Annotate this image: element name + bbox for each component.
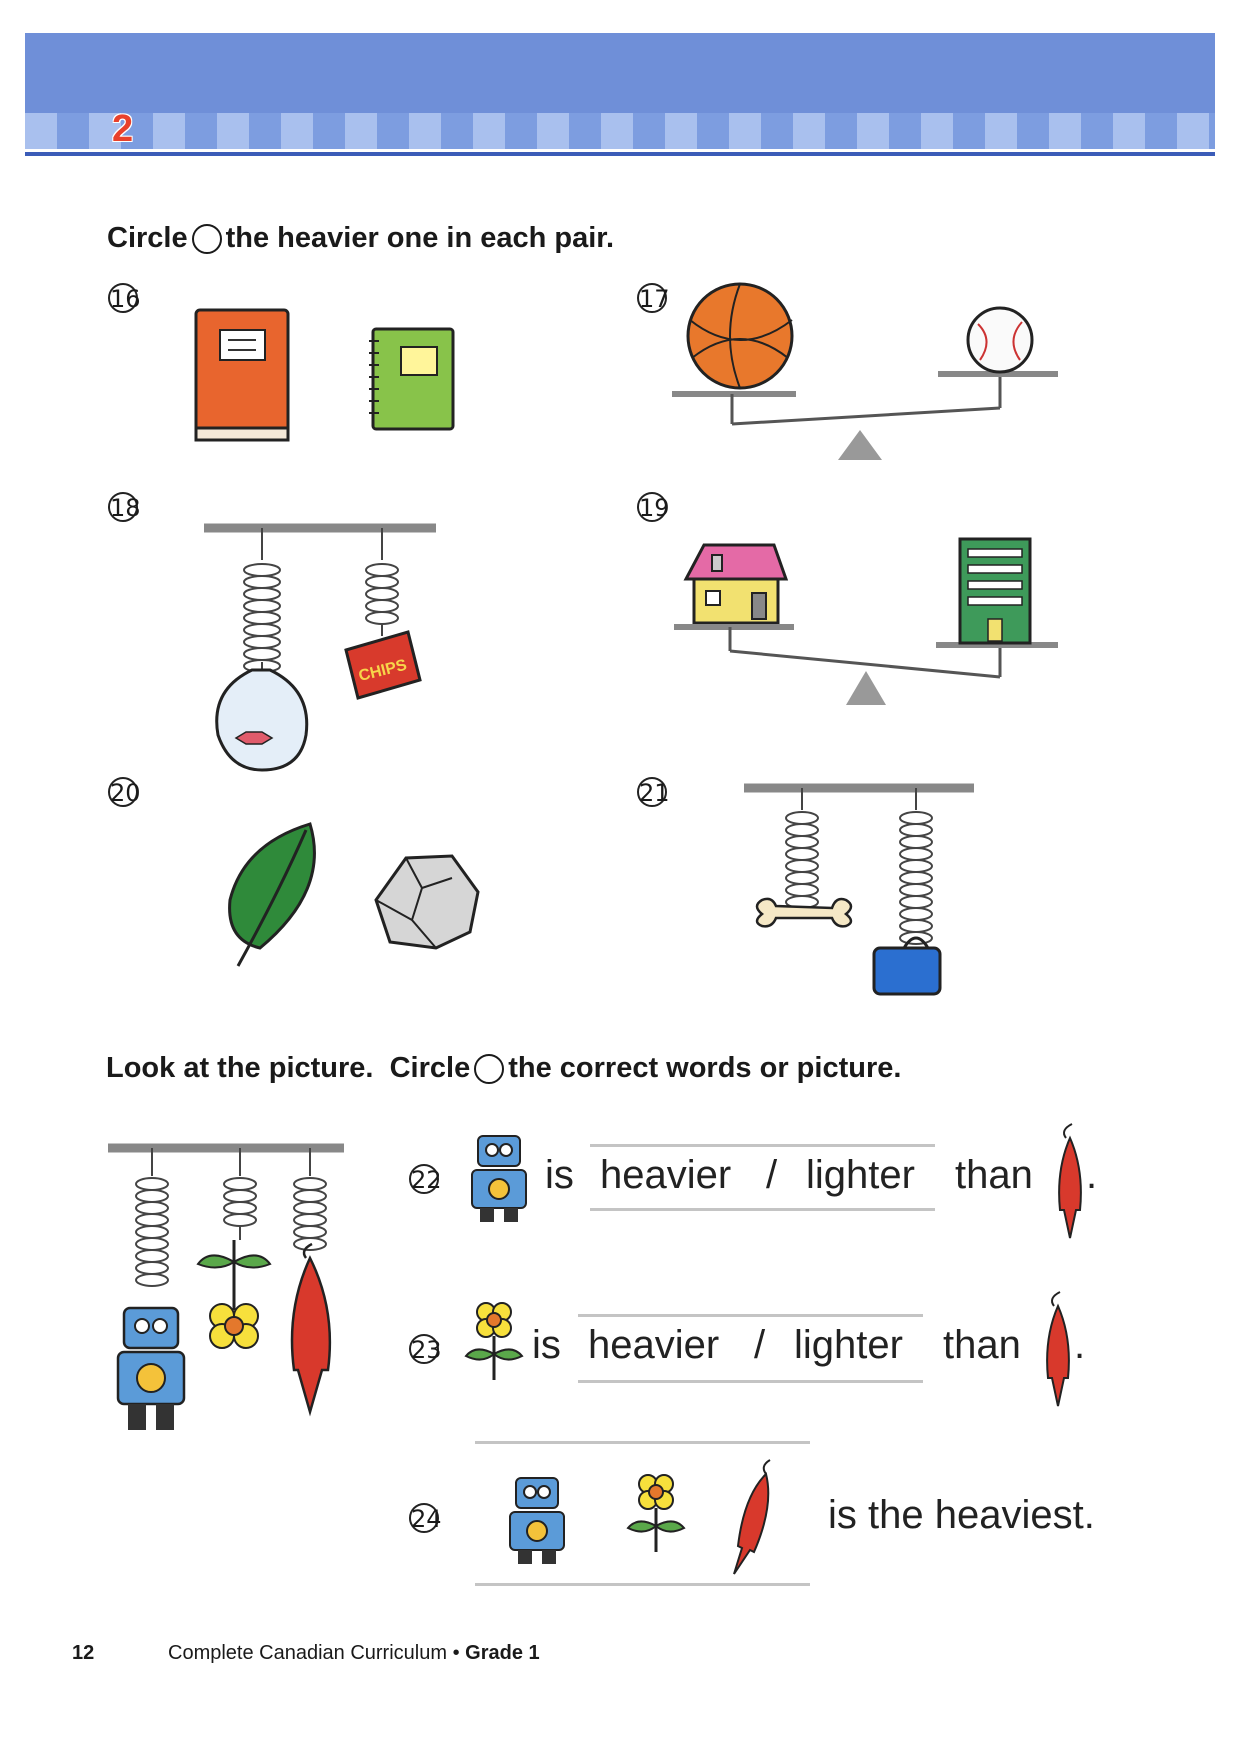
question-number-19: 19 bbox=[639, 494, 670, 522]
question-number-23: 23 bbox=[411, 1336, 442, 1364]
springs-21 bbox=[740, 780, 980, 1000]
springs-big-picture bbox=[100, 1140, 360, 1440]
choice-heavier-23[interactable]: heavier bbox=[588, 1323, 720, 1367]
seesaw-17 bbox=[660, 280, 1070, 460]
question-number-17: 17 bbox=[639, 285, 670, 313]
rock-icon[interactable] bbox=[366, 848, 484, 952]
header-checker-strip bbox=[25, 113, 1215, 149]
period-23: . bbox=[1074, 1323, 1086, 1367]
circle-icon bbox=[474, 1054, 504, 1084]
footer-bullet: • bbox=[452, 1642, 460, 1664]
answer-line-bottom-23 bbox=[578, 1380, 923, 1383]
footer-title bbox=[168, 1642, 540, 1665]
instruction-text: the correct words or picture. bbox=[508, 1052, 902, 1084]
book-title: Complete Canadian Curriculum bbox=[168, 1642, 448, 1664]
header-rule bbox=[25, 152, 1215, 156]
question-number-22: 22 bbox=[411, 1166, 442, 1194]
is-word: is bbox=[532, 1323, 561, 1367]
basketball-icon bbox=[688, 284, 792, 388]
period-22: . bbox=[1086, 1153, 1098, 1197]
robot-icon bbox=[466, 1120, 532, 1224]
question-number-20: 20 bbox=[110, 779, 141, 807]
svg-text:CHIPS: CHIPS bbox=[356, 656, 409, 686]
umbrella-icon[interactable] bbox=[724, 1456, 784, 1576]
bone-icon bbox=[757, 899, 851, 926]
heaviest-sentence: is the heaviest. bbox=[828, 1493, 1095, 1537]
slash-23: / bbox=[754, 1323, 766, 1367]
flower-icon bbox=[198, 1240, 270, 1348]
instruction-text: the heavier one in each pair. bbox=[225, 222, 615, 254]
answer-line-top-24 bbox=[475, 1441, 810, 1444]
robot-icon bbox=[118, 1308, 184, 1430]
choice-heavier-22[interactable]: heavier bbox=[600, 1153, 732, 1197]
section1-instruction bbox=[107, 222, 614, 255]
question-number-21: 21 bbox=[639, 779, 670, 807]
flower-icon bbox=[462, 1300, 526, 1384]
instruction-circle-word: Circle bbox=[107, 222, 188, 254]
than-word: than bbox=[943, 1323, 1021, 1367]
robot-icon[interactable] bbox=[504, 1462, 570, 1566]
answer-line-bottom-24 bbox=[475, 1583, 810, 1586]
answer-line-bottom-22 bbox=[590, 1208, 935, 1211]
unit-number: 2 bbox=[112, 108, 135, 150]
leaf-icon[interactable] bbox=[220, 820, 330, 970]
answer-line-top-22 bbox=[590, 1144, 935, 1147]
building-icon bbox=[960, 539, 1030, 643]
instruction-circle-word: Circle bbox=[389, 1052, 471, 1084]
umbrella-icon bbox=[292, 1244, 330, 1412]
header-band bbox=[25, 33, 1215, 113]
seesaw-19 bbox=[670, 535, 1070, 715]
mug-icon bbox=[874, 938, 940, 994]
look-instruction: Look at the picture. bbox=[106, 1052, 374, 1084]
flower-icon[interactable] bbox=[624, 1472, 688, 1556]
baseball-icon bbox=[968, 308, 1032, 372]
chips-bag-icon bbox=[346, 632, 420, 698]
page-number: 12 bbox=[72, 1642, 95, 1664]
book-icon[interactable] bbox=[190, 300, 300, 450]
slash-22: / bbox=[766, 1153, 778, 1197]
umbrella-icon bbox=[1052, 1120, 1088, 1240]
choice-lighter-23[interactable]: lighter bbox=[794, 1323, 903, 1367]
question-number-24: 24 bbox=[411, 1505, 442, 1533]
is-word: is bbox=[545, 1153, 574, 1197]
umbrella-icon bbox=[1040, 1288, 1076, 1408]
answer-line-top-23 bbox=[578, 1314, 923, 1317]
grade-label: Grade 1 bbox=[465, 1642, 540, 1664]
than-word: than bbox=[955, 1153, 1033, 1197]
notebook-icon[interactable] bbox=[365, 325, 460, 435]
house-icon bbox=[686, 545, 786, 623]
circle-icon bbox=[192, 224, 222, 254]
section2-instruction bbox=[106, 1052, 901, 1085]
candy-bag-icon bbox=[217, 670, 307, 770]
question-number-16: 16 bbox=[110, 285, 141, 313]
springs-18 bbox=[200, 520, 450, 780]
choice-lighter-22[interactable]: lighter bbox=[806, 1153, 915, 1197]
question-number-18: 18 bbox=[110, 494, 141, 522]
